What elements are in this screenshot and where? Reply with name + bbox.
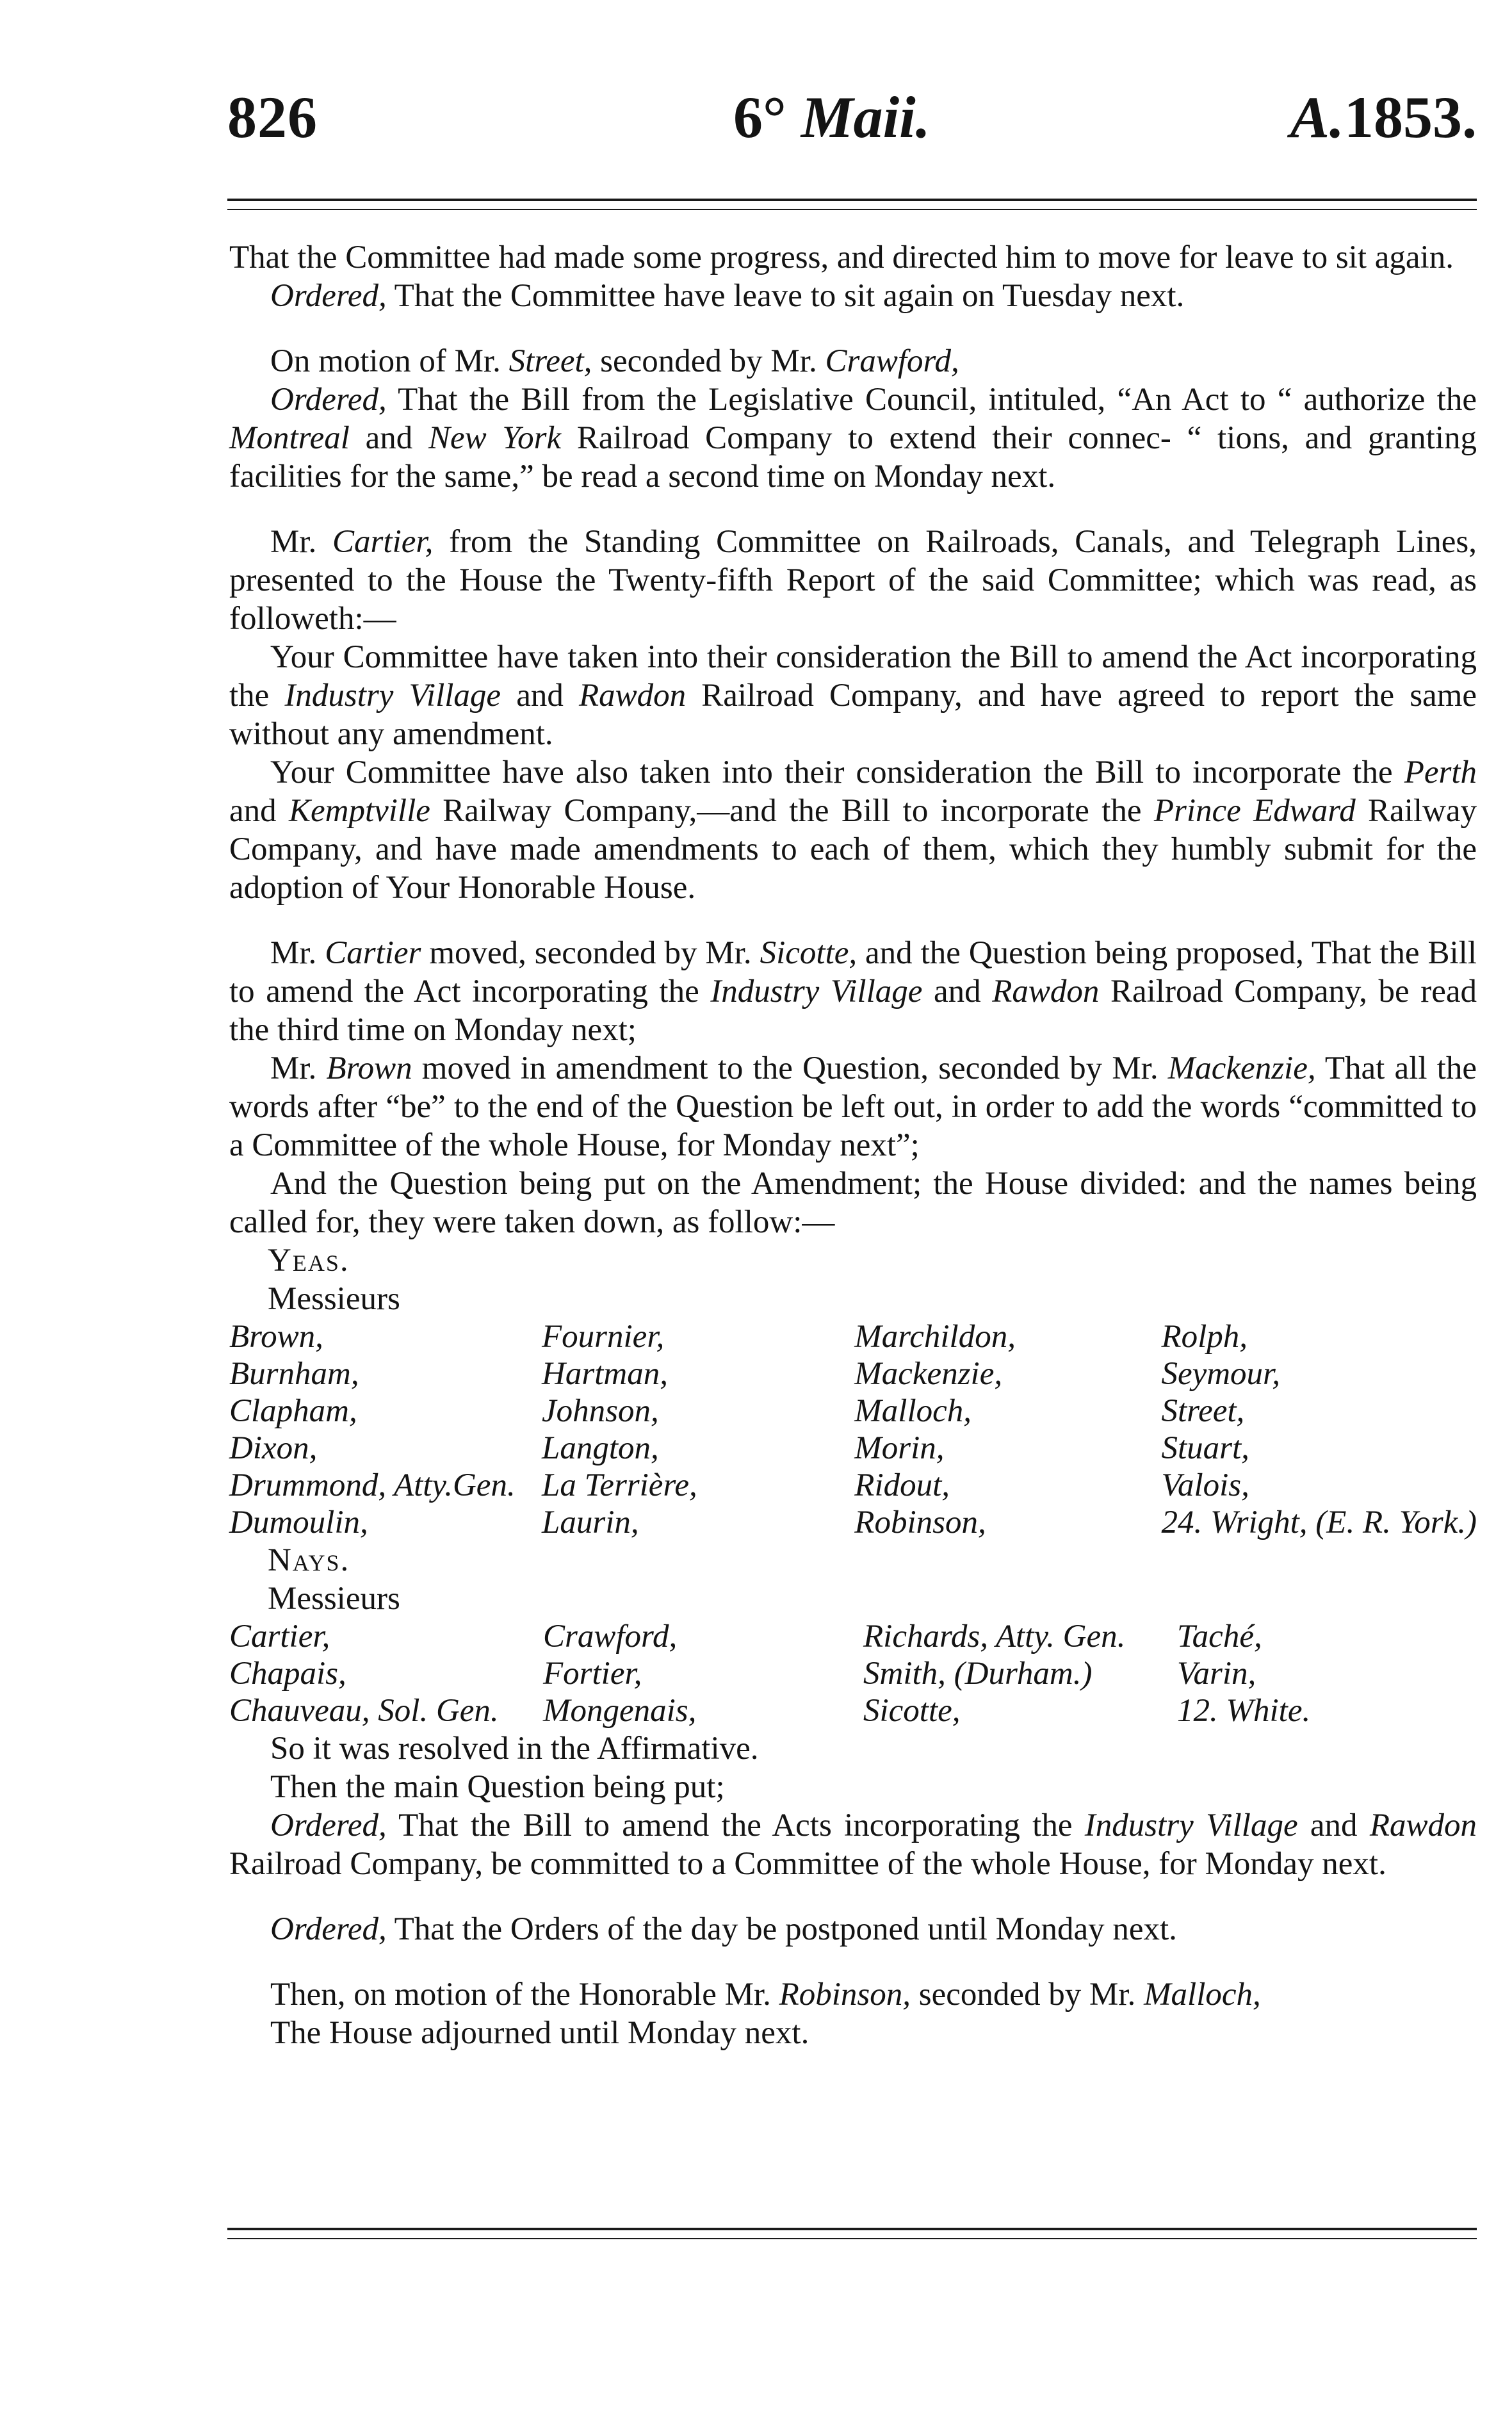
member-name: Laurin, <box>542 1505 639 1540</box>
page-header <box>227 83 1477 154</box>
header-date <box>733 83 931 151</box>
paragraph-text: and <box>1297 1808 1370 1843</box>
spacer <box>229 1948 1477 1975</box>
member-name: Crawford, <box>543 1619 678 1654</box>
member-name: Johnson, <box>542 1393 659 1429</box>
member-name: Morin, <box>854 1430 945 1466</box>
member-name: Hartman, <box>542 1356 668 1392</box>
paragraph-text: moved, seconded by Mr. <box>421 935 760 971</box>
paragraph <box>229 934 1477 1049</box>
paragraph-text: seconded by Mr. <box>911 1977 1144 2013</box>
paragraph-text: Railroad Company, be read the third time on Monday next; <box>229 974 1477 1048</box>
person-name: Cartier <box>325 935 421 971</box>
member-name: Drummond, Atty.Gen. <box>229 1467 516 1503</box>
paragraph-text: That the Bill from the Legislative Council, intituled, “An Act to “ authorize the <box>386 382 1477 418</box>
member-name: Dumoulin, <box>229 1505 368 1540</box>
yeas-heading: Yeas. <box>268 1243 350 1278</box>
paragraph-text: Mr. <box>270 1050 327 1086</box>
member-name: Rolph, <box>1161 1319 1248 1355</box>
member-name: 12. White. <box>1177 1693 1311 1729</box>
place-name: Industry Village <box>710 974 923 1009</box>
place-name: Prince Edward <box>1153 793 1356 829</box>
person-name: Robinson, <box>779 1977 911 2013</box>
yeas-row <box>229 1392 1477 1430</box>
person-name: Crawford, <box>825 343 959 379</box>
header-rule-top <box>227 199 1477 201</box>
paragraph <box>229 1049 1477 1164</box>
yeas-row <box>229 1355 1477 1392</box>
spacer <box>229 496 1477 523</box>
ordered-label: Ordered, <box>270 278 387 314</box>
paragraph <box>229 277 1477 315</box>
header-day: 6° <box>733 85 786 150</box>
paragraph-text: Mr. <box>270 935 325 971</box>
paragraph: So it was resolved in the Affirmative. <box>270 1731 759 1767</box>
footer-rule-bottom <box>227 2238 1477 2239</box>
paragraph: And the Question being put on the Amendment; the House divided: and the names being called for, they were taken down, as follow:— <box>229 1166 1477 1240</box>
member-name: Burnham, <box>229 1356 359 1392</box>
member-name: Smith, (Durham.) <box>863 1656 1093 1692</box>
member-name: Seymour, <box>1161 1356 1281 1392</box>
person-name: Cartier, <box>332 524 434 560</box>
place-name: Kemptville <box>288 793 430 829</box>
paragraph <box>229 753 1477 907</box>
paragraph: Then the main Question being put; <box>270 1769 725 1805</box>
paragraph-text: Your Committee have also taken into their consideration the Bill to incorporate the <box>270 755 1404 790</box>
paragraph-text: Railroad Company to extend their connec- “ tions, and granting facilities for the same,” be read a second time on Monday next. <box>229 420 1477 494</box>
header-month: Maii. <box>801 85 931 150</box>
ordered-label: Ordered, <box>270 382 387 418</box>
messieurs-label: Messieurs <box>268 1581 400 1617</box>
person-name: Brown <box>326 1050 412 1086</box>
nays-row <box>229 1692 1477 1729</box>
paragraph-text: and <box>922 974 993 1009</box>
paragraph <box>229 342 1477 380</box>
member-name: Ridout, <box>854 1467 950 1503</box>
paragraph-text: Mr. <box>270 524 333 560</box>
member-name: Mongenais, <box>543 1693 697 1729</box>
nays-row <box>229 1655 1477 1692</box>
paragraph <box>229 1975 1477 2014</box>
paragraph-text: and <box>349 420 429 456</box>
member-name: Brown, <box>229 1319 323 1355</box>
nays-table <box>229 1618 1477 1729</box>
paragraph-text: Railroad Company, and have agreed to report the same without any amendment. <box>229 678 1477 752</box>
member-name: Malloch, <box>854 1393 972 1429</box>
paragraph-text: Then, on motion of the Honorable Mr. <box>270 1977 779 2013</box>
spacer <box>229 1883 1477 1910</box>
member-name: Street, <box>1161 1393 1245 1429</box>
member-name: La Terrière, <box>542 1467 697 1503</box>
member-name: 24. Wright, (E. R. York.) <box>1161 1505 1477 1540</box>
member-name: Stuart, <box>1161 1430 1249 1466</box>
paragraph <box>229 380 1477 496</box>
ordered-label: Ordered, <box>270 1808 387 1843</box>
footer-rule-top <box>227 2228 1477 2230</box>
header-year-prefix: A. <box>1290 85 1344 150</box>
paragraph <box>229 638 1477 753</box>
yeas-row <box>229 1318 1477 1355</box>
member-name: Clapham, <box>229 1393 357 1429</box>
member-name: Varin, <box>1177 1656 1256 1692</box>
paragraph-text: from the Standing Committee on Railroads, Canals, and Telegraph Lines, presented to the House the Twenty-fifth Report of the said Committee; which was read, as followeth:— <box>229 524 1477 637</box>
spacer <box>229 315 1477 342</box>
paragraph: That the Committee had made some progress, and directed him to move for leave to sit again. <box>229 240 1454 275</box>
paragraph-text: and <box>229 793 289 829</box>
messieurs-label: Messieurs <box>268 1281 400 1317</box>
spacer <box>229 907 1477 934</box>
member-name: Robinson, <box>854 1505 986 1540</box>
member-name: Chauveau, Sol. Gen. <box>229 1693 499 1729</box>
header-rule-bottom <box>227 209 1477 210</box>
paragraph-text: seconded by Mr. <box>592 343 825 379</box>
paragraph-text: Your Committee have taken into their consideration the Bill to amend the Act incorporating the <box>229 639 1477 714</box>
body-text <box>229 238 1477 2052</box>
person-name: Mackenzie, <box>1167 1050 1316 1086</box>
place-name: New York <box>428 420 562 456</box>
member-name: Fournier, <box>542 1319 665 1355</box>
paragraph <box>229 1910 1477 1948</box>
member-name: Langton, <box>542 1430 659 1466</box>
paragraph <box>229 1806 1477 1883</box>
paragraph-text: That the Orders of the day be postponed until Monday next. <box>386 1911 1177 1947</box>
header-year <box>1290 83 1477 151</box>
paragraph-text: moved in amendment to the Question, seconded by Mr. <box>412 1050 1168 1086</box>
person-name: Malloch, <box>1144 1977 1261 2013</box>
place-name: Perth <box>1404 755 1477 790</box>
paragraph <box>229 523 1477 638</box>
member-name: Sicotte, <box>863 1693 961 1729</box>
member-name: Fortier, <box>543 1656 642 1692</box>
paragraph-text: Railway Company,—and the Bill to incorporate the <box>430 793 1154 829</box>
place-name: Industry Village <box>284 678 501 714</box>
member-name: Richards, Atty. Gen. <box>863 1619 1126 1654</box>
paragraph-text: and the Question being proposed, That the Bill to amend the Act incorporating the <box>229 935 1477 1009</box>
place-name: Industry Village <box>1084 1808 1298 1843</box>
yeas-row <box>229 1430 1477 1467</box>
member-name: Chapais, <box>229 1656 346 1692</box>
nays-heading: Nays. <box>268 1542 350 1578</box>
paragraph-text: Railroad Company, be committed to a Committee of the whole House, for Monday next. <box>229 1846 1386 1882</box>
place-name: Rawdon <box>992 974 1100 1009</box>
paragraph-text: Railway Company, and have made amendments to each of them, which they humbly submit for the adoption of Your Honorable House. <box>229 793 1477 906</box>
place-name: Rawdon <box>578 678 687 714</box>
person-name: Street, <box>508 343 592 379</box>
member-name: Dixon, <box>229 1430 318 1466</box>
ordered-label: Ordered, <box>270 1911 387 1947</box>
paragraph-text: That all the words after “be” to the end of the Question be left out, in order to add the words “committed to a Committee of the whole House, for Monday next”; <box>229 1050 1477 1163</box>
member-name: Valois, <box>1161 1467 1249 1503</box>
place-name: Rawdon <box>1369 1808 1477 1843</box>
place-name: Montreal <box>229 420 350 456</box>
paragraph-text: That the Bill to amend the Acts incorporating the <box>386 1808 1085 1843</box>
yeas-row <box>229 1504 1477 1541</box>
nays-row <box>229 1618 1477 1655</box>
yeas-row <box>229 1467 1477 1504</box>
person-name: Sicotte, <box>760 935 858 971</box>
member-name: Cartier, <box>229 1619 330 1654</box>
paragraph-text: and <box>501 678 579 714</box>
member-name: Taché, <box>1177 1619 1262 1654</box>
yeas-table <box>229 1318 1477 1541</box>
member-name: Marchildon, <box>854 1319 1016 1355</box>
paragraph-text: That the Committee have leave to sit again on Tuesday next. <box>386 278 1185 314</box>
member-name: Mackenzie, <box>854 1356 1003 1392</box>
page-number: 826 <box>227 85 318 150</box>
paragraph-text: On motion of Mr. <box>270 343 509 379</box>
paragraph: The House adjourned until Monday next. <box>270 2015 809 2051</box>
header-year-number: 1853. <box>1344 85 1477 150</box>
